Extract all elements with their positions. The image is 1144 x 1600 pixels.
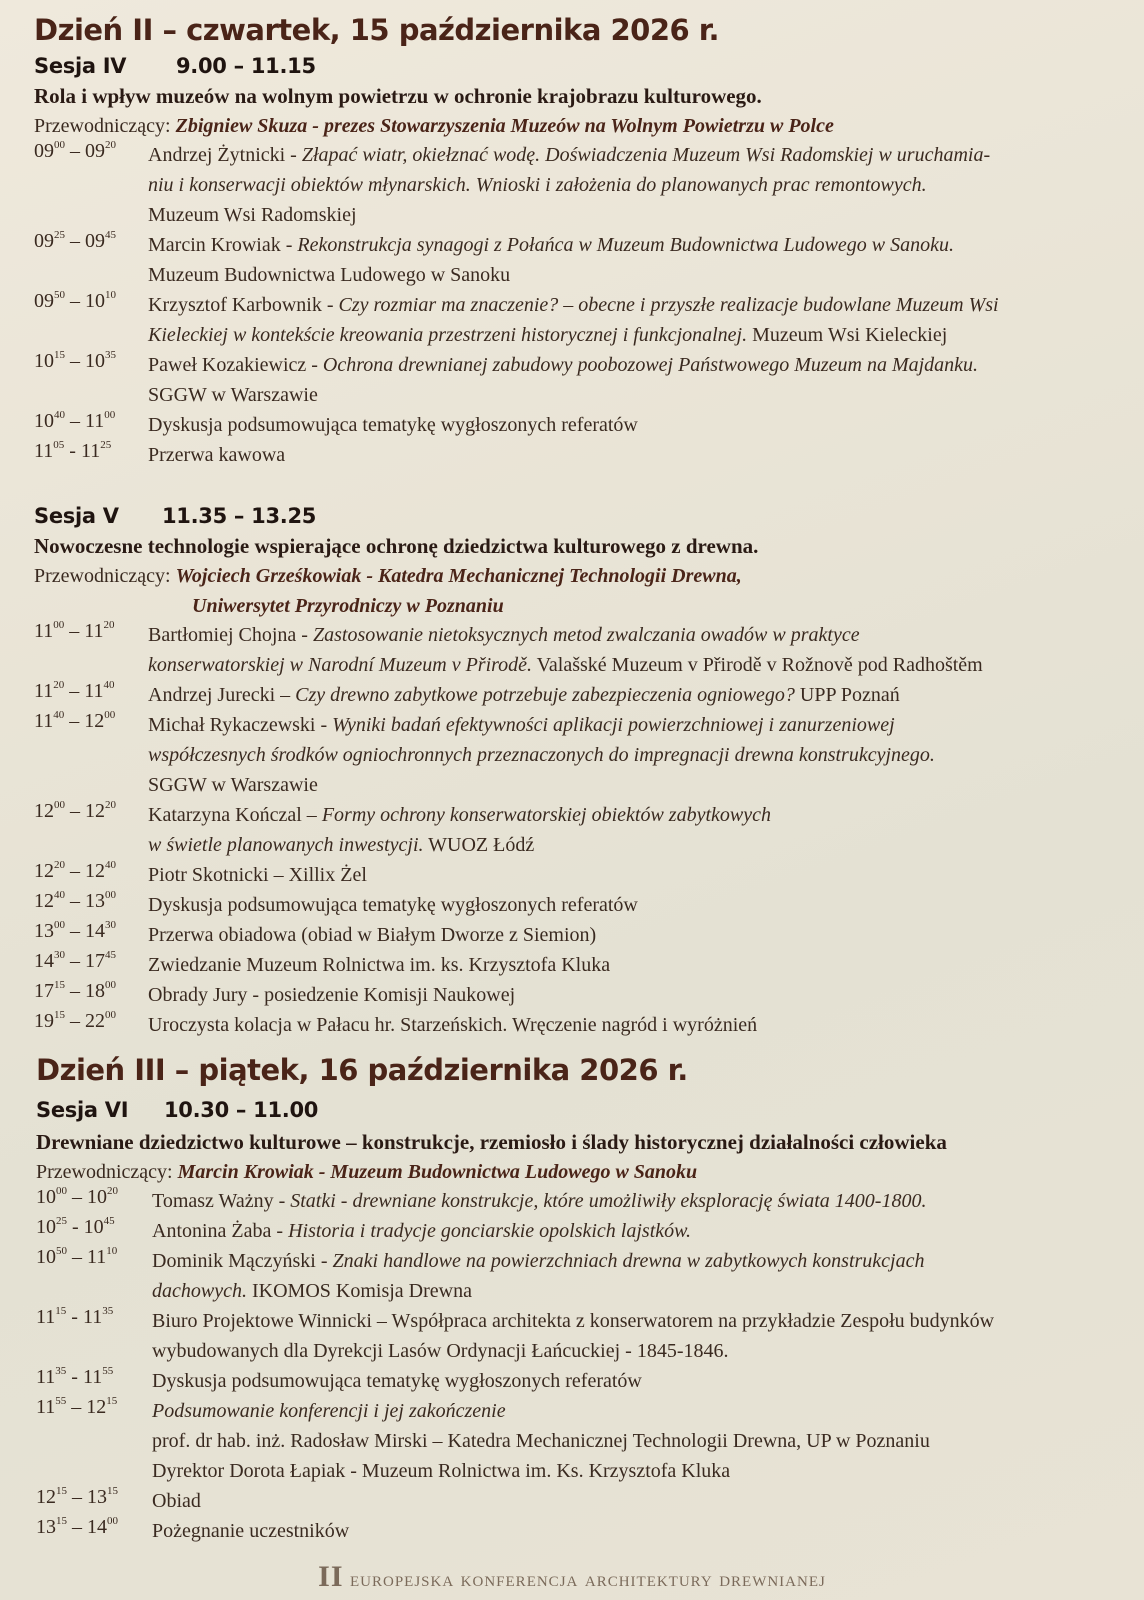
day-2-heading: Dzień II – czwartek, 15 października 2026 r. <box>34 13 719 47</box>
session-4-chair <box>34 116 834 136</box>
time-range: $10^{25} - 10^{45}$ <box>36 1215 115 1238</box>
chair-label: Przewodniczący: <box>36 1161 173 1183</box>
time-range: $10^{40} - 11^{00}$ <box>34 409 116 432</box>
time-range: $11^{20} - 11^{40}$ <box>34 679 115 702</box>
session-5-chair-cont: Uniwersytet Przyrodniczy w Poznaniu <box>192 595 504 617</box>
time-range: $14^{30} - 17^{45}$ <box>34 949 116 972</box>
chair-name: Zbigniew Skuza - prezes Stowarzyszenia Muzeów na Wolnym Powietrzu w Polce <box>175 115 834 137</box>
session-6-header <box>36 1098 319 1122</box>
day-3-heading: Dzień III – piątek, 16 października 2026 r. <box>36 1053 688 1087</box>
time-range: $12^{15} - 13^{15}$ <box>36 1485 118 1508</box>
session-5-title: Nowoczesne technologie wspierające ochronę dziedzictwa kulturowego z drewna. <box>34 534 759 558</box>
time-range: $10^{15} - 10^{35}$ <box>34 349 116 372</box>
chair-name: Wojciech Grześkowiak - Katedra Mechanicznej Technologii Drewna, <box>175 565 742 587</box>
session-6-chair <box>36 1162 697 1182</box>
chair-label: Przewodniczący: <box>34 565 171 587</box>
time-range: $09^{50} - 10^{10}$ <box>34 289 116 312</box>
session-6-title: Drewniane dziedzictwo kulturowe – konstrukcje, rzemiosło i ślady historycznej działalności człowieka <box>36 1130 947 1154</box>
program-page: Dzień II – czwartek, 15 października 2026 r. Sesja IV 9.00 – 11.15 Rola i wpływ muzeów na wolnym powietrzu w ochronie krajobrazu kulturowego. Przewodniczący: Zbigniew Skuza - prezes Stowarzyszenia Muzeów na Wolnym Powietrzu w Polce $09^{00} - 09^{20}$ Andrzej Żytnicki - Złapać wiatr, okiełznać wodę. Doświadczenia Muzeum Wsi Radomskiej w uruchamia- niu i konserwacji obiektów młynarskich. Wnioski i założenia do planowanych prac remontowych. Muzeum Wsi Radomskiej $09^{25} - 09^{45}$ Marcin Krowiak - Rekonstrukcja synagogi z Połańca w Muzeum Budownictwa Ludowego w Sanoku. Muzeum Budownictwa Ludowego w Sanoku $09^{50} - 10^{10}$ Krzysztof Karbownik - Czy rozmiar ma znaczenie? – obecne i przyszłe realizacje budowlane Muzeum Wsi Kieleckiej w kontekście kreowania przestrzeni historycznej i funkcjonalnej. Muzeum Wsi Kieleckiej $10^{15} - 10^{35}$ Paweł Kozakiewicz - Ochrona drewnianej zabudowy poobozowej Państwowego Muzeum na Majdanku. SGGW w Warszawie $10^{40} - 11^{00}$ Dyskusja podsumowująca tematykę wygłoszonych referatów $11^{05} - 11^{25}$ Przerwa kawowa Sesja V 11.35 – 13.25 Nowoczesne technologie wspierające ochronę dziedzictwa kulturowego z drewna. Przewodniczący: Wojciech Grześkowiak - Katedra Mechanicznej Technologii Drewna, Uniwersytet Przyrodniczy w Poznaniu $11^{00} - 11^{20}$ Bartłomiej Chojna - Zastosowanie nietoksycznych metod zwalczania owadów w praktyce konserwatorskiej w Narodní Muzeum v Přirodě. Valašské Muzeum v Přirodě v Rožnově pod Radhoštěm $11^{20} - 11^{40}$ Andrzej Jurecki – Czy drewno zabytkowe potrzebuje zabezpieczenia ogniowego? UPP Poznań $11^{40} - 12^{00}$ Michał Rykaczewski - Wyniki badań efektywności aplikacji powierzchniowej i zanurzeniowej współczesnych środków ogniochronnych przeznaczonych do impregnacji drewna konstrukcyjnego. SGGW w Warszawie $12^{00} - 12^{20}$ Katarzyna Kończal – Formy ochrony konserwatorskiej obiektów zabytkowych w świetle planowanych inwestycji. WUOZ Łódź $12^{20} - 12^{40}$ Piotr Skotnicki – Xillix Żel $12^{40} - 13^{00}$ Dyskusja podsumowująca tematykę wygłoszonych referatów $13^{00} - 14^{30}$ Przerwa obiadowa (obiad w Białym Dworze z Siemion) $14^{30} - 17^{45}$ Zwiedzanie Muzeum Rolnictwa im. ks. Krzysztofa Kluka $17^{15} - 18^{00}$ Obrady Jury - posiedzenie Komisji Naukowej $19^{15} - 22^{00}$ Uroczysta kolacja w Pałacu hr. Starzeńskich. Wręczenie nagród i wyróżnień Dzień III – piątek, 16 października 2026 r. Sesja VI 10.30 – 11.00 Drewniane dziedzictwo kulturowe – konstrukcje, rzemiosło i ślady historycznej działalności człowieka Przewodniczący: Marcin Krowiak - Muzeum Budownictwa Ludowego w Sanoku $10^{00} - 10^{20}$ Tomasz Ważny - Statki - drewniane konstrukcje, które umożliwiły eksplorację świata 1400-1800. $10^{25} - 10^{45}$ Antonina Żaba - Historia i tradycje gonciarskie opolskich lajstków. $10^{50} - 11^{10}$ Dominik Mączyński - Znaki handlowe na powierzchniach drewna w zabytkowych konstrukcjach dachowych. IKOMOS Komisja Drewna $11^{15} - 11^{35}$ Biuro Projektowe Winnicki – Współpraca architekta z konserwatorem na przykładzie Zespołu budynków wybudowanych dla Dyrekcji Lasów Ordynacji Łańcuckiej - 1845-1846. $11^{35} - 11^{55}$ Dyskusja podsumowująca tematykę wygłoszonych referatów $11^{55} - 12^{15}$ Podsumowanie konferencji i jej zakończenie prof. dr hab. inż. Radosław Mirski – Katedra Mechanicznej Technologii Drewna, UP w Poznaniu Dyrektor Dorota Łapiak - Muzeum Rolnictwa im. Ks. Krzysztofa Kluka $12^{15} - 13^{15}$ Obiad $13^{15} - 14^{00}$ Pożegnanie uczestników II europejska konferencja architektury drewnianej <box>0 0 1144 1600</box>
time-range: $09^{25} - 09^{45}$ <box>34 229 116 252</box>
time-range: $11^{05} - 11^{25}$ <box>34 439 112 462</box>
session-4-header <box>34 54 316 78</box>
session-4-time: 9.00 – 11.15 <box>176 54 316 78</box>
footer-title: europejska konferencja architektury drewnianej <box>350 1566 826 1591</box>
time-range: $11^{00} - 11^{20}$ <box>34 619 115 642</box>
time-range: $10^{00} - 10^{20}$ <box>36 1185 118 1208</box>
time-range: $17^{15} - 18^{00}$ <box>34 979 116 1002</box>
session-5-time: 11.35 – 13.25 <box>162 504 317 528</box>
time-range: $11^{55} - 12^{15}$ <box>36 1395 118 1418</box>
time-range: $11^{40} - 12^{00}$ <box>34 709 116 732</box>
time-range: $12^{40} - 13^{00}$ <box>34 889 116 912</box>
session-4-title: Rola i wpływ muzeów na wolnym powietrzu w ochronie krajobrazu kulturowego. <box>34 84 762 108</box>
time-range: $19^{15} - 22^{00}$ <box>34 1009 116 1032</box>
chair-name: Marcin Krowiak - Muzeum Budownictwa Ludowego w Sanoku <box>177 1161 698 1183</box>
time-range: $13^{00} - 14^{30}$ <box>34 919 116 942</box>
time-range: $12^{00} - 12^{20}$ <box>34 799 116 822</box>
session-6-time: 10.30 – 11.00 <box>164 1098 319 1122</box>
time-range: $11^{15} - 11^{35}$ <box>36 1305 114 1328</box>
session-5-label: Sesja V <box>34 504 119 528</box>
session-5-header <box>34 504 317 528</box>
conference-footer <box>0 1560 1144 1594</box>
time-range: $09^{00} - 09^{20}$ <box>34 139 116 162</box>
time-range: $12^{20} - 12^{40}$ <box>34 859 116 882</box>
time-range: $13^{15} - 14^{00}$ <box>36 1515 118 1538</box>
time-range: $10^{50} - 11^{10}$ <box>36 1245 118 1268</box>
session-4-label: Sesja IV <box>34 54 127 78</box>
session-6-label: Sesja VI <box>36 1098 129 1122</box>
chair-label: Przewodniczący: <box>34 115 171 137</box>
session-5-chair <box>34 566 742 586</box>
footer-numeral: II <box>318 1560 344 1593</box>
time-range: $11^{35} - 11^{55}$ <box>36 1365 114 1388</box>
